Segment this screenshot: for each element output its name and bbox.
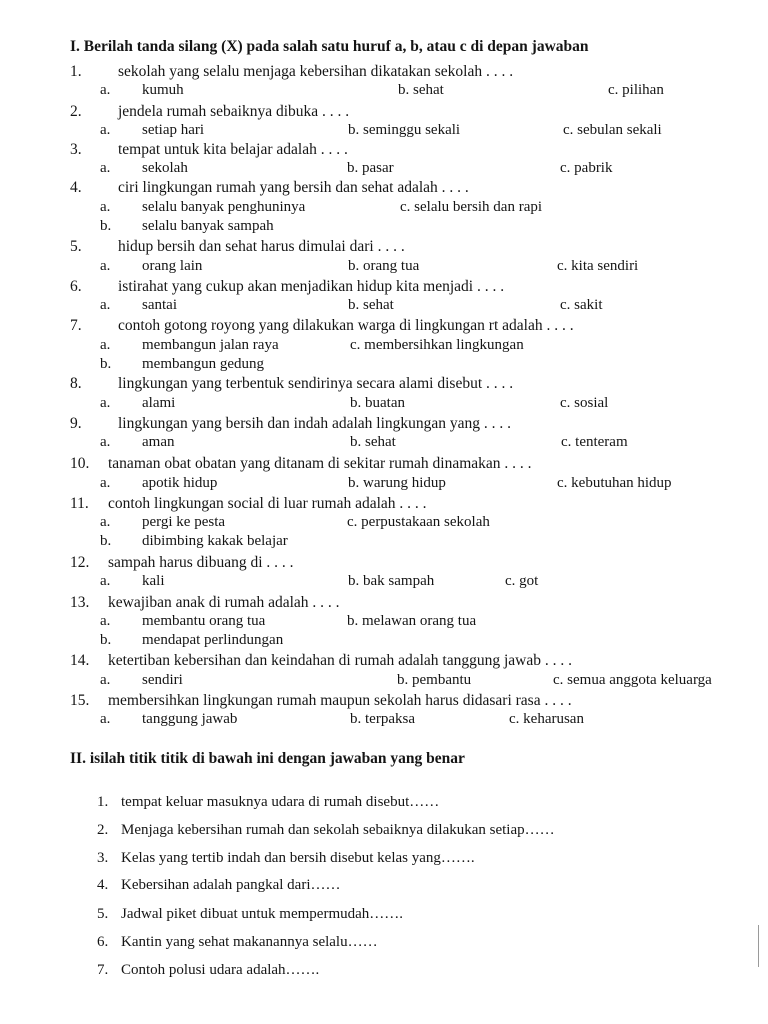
question-number: 9. xyxy=(70,415,82,432)
option-b[interactable]: b. membangun gedung xyxy=(100,356,265,372)
question-number: 14. xyxy=(70,652,90,669)
question-number: 8. xyxy=(70,375,82,392)
question-text: tempat untuk kita belajar adalah . . . . xyxy=(118,141,348,158)
option-b[interactable]: b. sehat xyxy=(398,82,444,98)
option-a[interactable]: a. sekolah xyxy=(100,160,188,176)
option-b[interactable]: b. dibimbing kakak belajar xyxy=(100,533,288,549)
question-text: lingkungan yang bersih dan indah adalah lingkungan yang . . . . xyxy=(118,415,512,432)
option-a[interactable]: a. apotik hidup xyxy=(100,475,218,491)
scan-edge-line xyxy=(758,925,759,967)
question-number: 5. xyxy=(70,238,82,255)
option-c[interactable]: c. sosial xyxy=(560,395,609,411)
question-number: 1. xyxy=(70,63,82,80)
essay-text: Jadwal piket dibuat untuk mempermudah……. xyxy=(121,906,404,922)
question-text: sekolah yang selalu menjaga kebersihan dikatakan sekolah . . . . xyxy=(118,63,514,80)
option-a[interactable]: a. membangun jalan raya xyxy=(100,337,279,353)
question-number: 12. xyxy=(70,554,90,571)
option-a[interactable]: a. tanggung jawab xyxy=(100,711,238,727)
option-a[interactable]: a. setiap hari xyxy=(100,122,205,138)
option-c[interactable]: c. kebutuhan hidup xyxy=(557,475,672,491)
option-b-second[interactable]: b. mendapat perlindungan xyxy=(100,632,284,648)
option-b[interactable]: b. bak sampah xyxy=(348,573,435,589)
question-text: contoh gotong royong yang dilakukan warga di lingkungan rt adalah . . . . xyxy=(118,317,574,334)
question-text: hidup bersih dan sehat harus dimulai dari . . . . xyxy=(118,238,405,255)
option-a[interactable]: a. sendiri xyxy=(100,672,183,688)
option-b[interactable]: b. melawan orang tua xyxy=(347,613,477,629)
question-text: sampah harus dibuang di . . . . xyxy=(108,554,294,571)
question-text: tanaman obat obatan yang ditanam di sekitar rumah dinamakan . . . . xyxy=(108,455,532,472)
essay-item-4: 4. Kebersihan adalah pangkal dari…… xyxy=(97,877,341,893)
option-c[interactable]: c. got xyxy=(505,573,539,589)
question-number: 7. xyxy=(70,317,82,334)
question-number: 13. xyxy=(70,594,90,611)
essay-text: Contoh polusi udara adalah……. xyxy=(121,962,320,978)
option-a[interactable]: a. santai xyxy=(100,297,177,313)
option-c[interactable]: c. membersihkan lingkungan xyxy=(350,337,524,353)
essay-item-6: 6. Kantin yang sehat makanannya selalu…… xyxy=(97,934,378,950)
option-b[interactable]: b. pembantu xyxy=(397,672,472,688)
essay-text: Menjaga kebersihan rumah dan sekolah sebaiknya dilakukan setiap…… xyxy=(121,822,555,838)
option-c[interactable]: c. sebulan sekali xyxy=(563,122,662,138)
option-a[interactable]: a. membantu orang tua xyxy=(100,613,266,629)
option-b[interactable]: b. selalu banyak sampah xyxy=(100,218,274,234)
option-c[interactable]: c. selalu bersih dan rapi xyxy=(400,199,543,215)
question-text: lingkungan yang terbentuk sendirinya secara alami disebut . . . . xyxy=(118,375,514,392)
option-c[interactable]: c. keharusan xyxy=(509,711,584,727)
essay-text: Kelas yang tertib indah dan bersih disebut kelas yang……. xyxy=(121,850,475,866)
option-b[interactable]: b. sehat xyxy=(350,434,396,450)
option-a[interactable]: a. alami xyxy=(100,395,176,411)
question-text: istirahat yang cukup akan menjadikan hidup kita menjadi . . . . xyxy=(118,278,505,295)
question-number: 6. xyxy=(70,278,82,295)
question-number: 15. xyxy=(70,692,90,709)
essay-item-1: 1. tempat keluar masuknya udara di rumah disebut…… xyxy=(97,794,440,810)
question-text: kewajiban anak di rumah adalah . . . . xyxy=(108,594,340,611)
option-b[interactable]: b. buatan xyxy=(350,395,405,411)
question-text: jendela rumah sebaiknya dibuka . . . . xyxy=(118,103,350,120)
option-c[interactable]: c. sakit xyxy=(560,297,603,313)
section2-title: II. isilah titik titik di bawah ini dengan jawaban yang benar xyxy=(70,750,465,767)
option-a[interactable]: a. kali xyxy=(100,573,165,589)
essay-item-5: 5. Jadwal piket dibuat untuk mempermudah……. xyxy=(97,906,404,922)
question-text: membersihkan lingkungan rumah maupun sekolah harus didasari rasa . . . . xyxy=(108,692,572,709)
essay-item-3: 3. Kelas yang tertib indah dan bersih disebut kelas yang……. xyxy=(97,850,475,866)
option-a[interactable]: a. kumuh xyxy=(100,82,184,98)
essay-item-2: 2. Menjaga kebersihan rumah dan sekolah sebaiknya dilakukan setiap…… xyxy=(97,822,555,838)
option-c[interactable]: c. pabrik xyxy=(560,160,613,176)
section1-title: I. Berilah tanda silang (X) pada salah satu huruf a, b, atau c di depan jawaban xyxy=(70,38,589,55)
option-a[interactable]: a. orang lain xyxy=(100,258,203,274)
question-text: contoh lingkungan social di luar rumah adalah . . . . xyxy=(108,495,427,512)
question-text: ciri lingkungan rumah yang bersih dan sehat adalah . . . . xyxy=(118,179,469,196)
option-b[interactable]: b. sehat xyxy=(348,297,394,313)
option-c[interactable]: c. perpustakaan sekolah xyxy=(347,514,490,530)
option-b[interactable]: b. terpaksa xyxy=(350,711,415,727)
question-number: 10. xyxy=(70,455,90,472)
question-number: 2. xyxy=(70,103,82,120)
essay-item-7: 7. Contoh polusi udara adalah……. xyxy=(97,962,320,978)
question-number: 4. xyxy=(70,179,82,196)
option-b[interactable]: b. seminggu sekali xyxy=(348,122,461,138)
option-b[interactable]: b. pasar xyxy=(347,160,394,176)
option-b[interactable]: b. orang tua xyxy=(348,258,420,274)
essay-text: Kebersihan adalah pangkal dari…… xyxy=(121,877,341,893)
option-a[interactable]: a. selalu banyak penghuninya xyxy=(100,199,306,215)
option-c[interactable]: c. pilihan xyxy=(608,82,664,98)
option-c[interactable]: c. tenteram xyxy=(561,434,628,450)
option-a[interactable]: a. aman xyxy=(100,434,175,450)
option-a[interactable]: a. pergi ke pesta xyxy=(100,514,226,530)
question-number: 3. xyxy=(70,141,82,158)
essay-text: tempat keluar masuknya udara di rumah disebut…… xyxy=(121,794,440,810)
question-number: 11. xyxy=(70,495,89,512)
question-text: ketertiban kebersihan dan keindahan di rumah adalah tanggung jawab . . . . xyxy=(108,652,572,669)
option-c[interactable]: c. kita sendiri xyxy=(557,258,639,274)
option-b[interactable]: b. warung hidup xyxy=(348,475,446,491)
option-c[interactable]: c. semua anggota keluarga xyxy=(553,672,712,688)
essay-text: Kantin yang sehat makanannya selalu…… xyxy=(121,934,378,950)
